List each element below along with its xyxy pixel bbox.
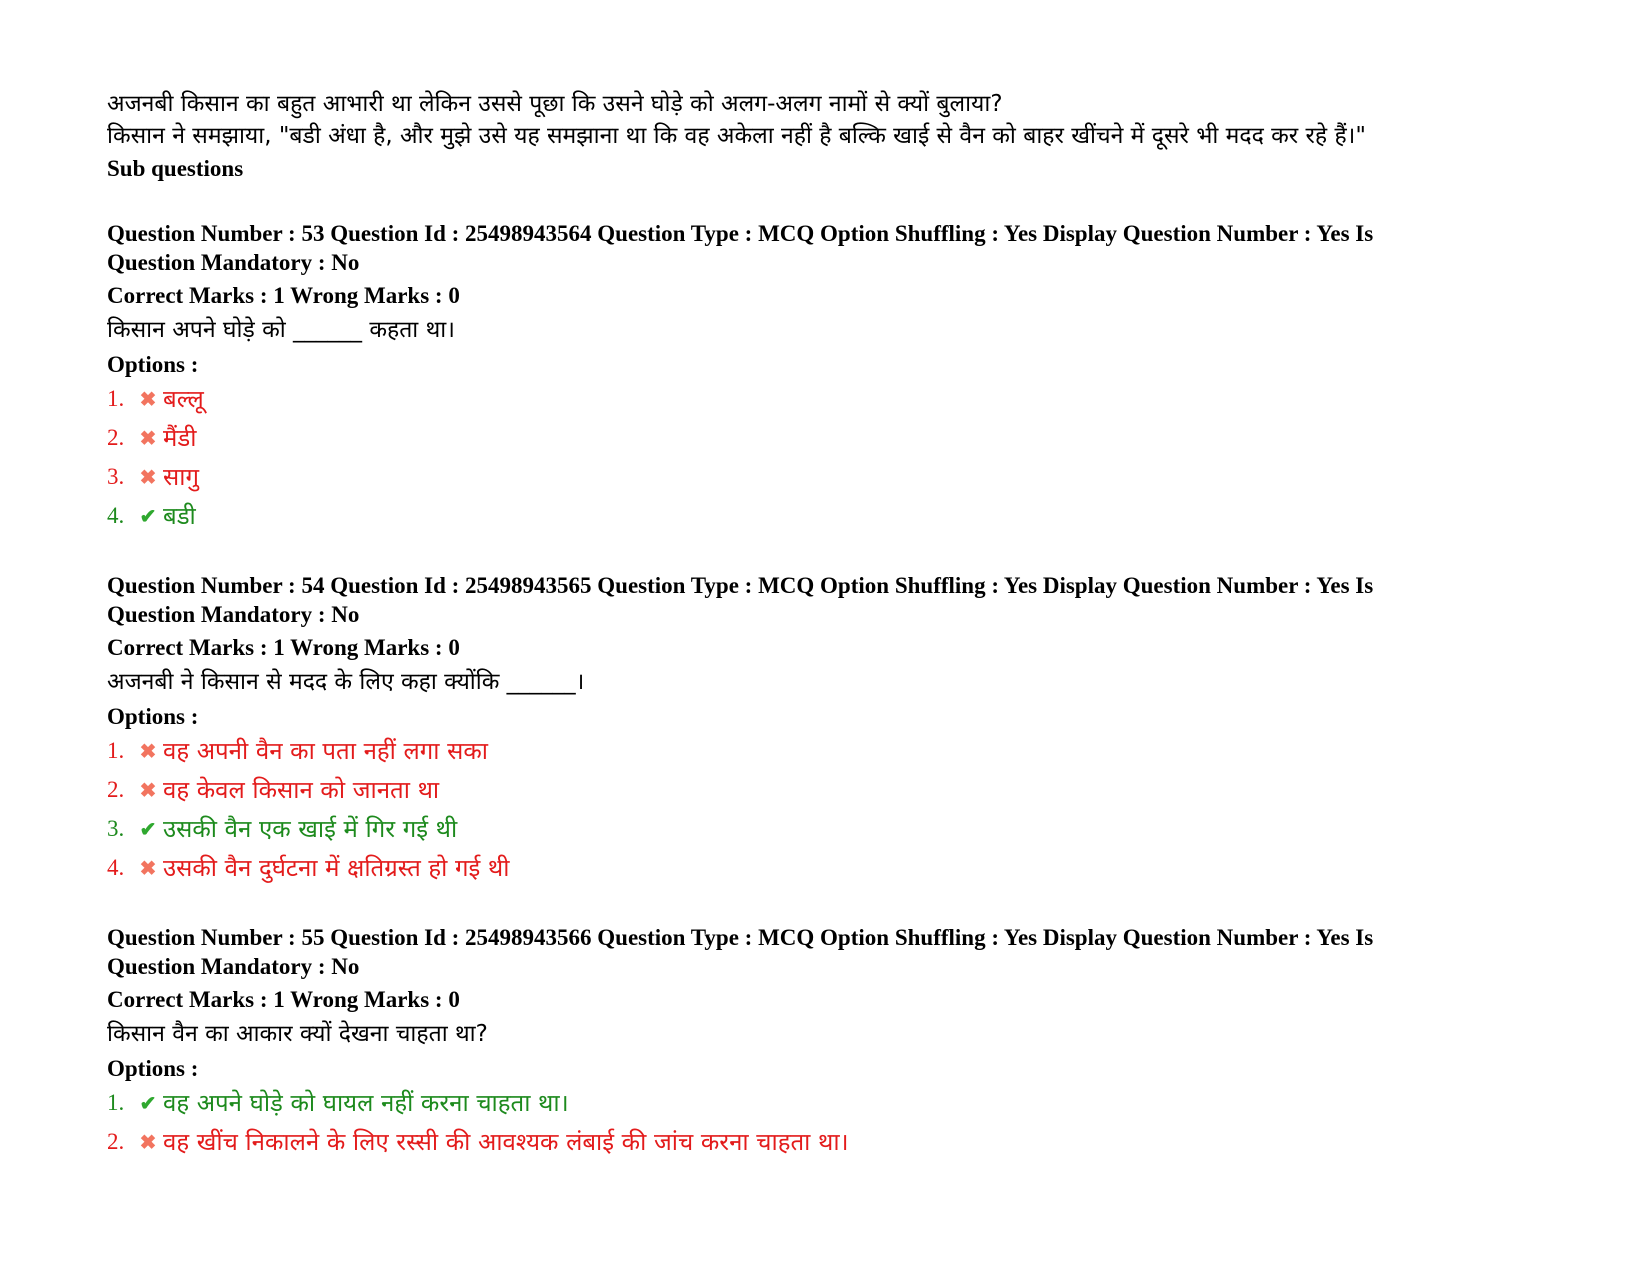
option-item	[107, 848, 1547, 887]
question-meta-line-2: Question Mandatory : No	[107, 250, 360, 275]
cross-icon: ✖	[139, 738, 157, 763]
option-number: 4.	[107, 854, 125, 880]
option-number: 1.	[107, 1089, 125, 1115]
option-item-correct	[107, 1083, 1547, 1122]
passage-line-2: किसान ने समझाया, "बडी अंधा है, और मुझे उसे यह समझाना था कि वह अकेला नहीं है बल्कि खाई से वैन को बाहर खींचने में दूसरे भी मदद कर रहे हैं।"	[107, 123, 1366, 149]
option-text: मैंडी	[163, 424, 197, 452]
question-text: अजनबी ने किसान से मदद के लिए कहा क्योंकि ______।	[107, 669, 585, 695]
option-item	[107, 731, 1547, 770]
question-block	[107, 923, 1547, 1161]
check-icon: ✔	[139, 1090, 157, 1115]
option-item-correct	[107, 496, 1547, 535]
check-icon: ✔	[139, 816, 157, 841]
option-text: सागु	[163, 463, 199, 491]
options-label: Options :	[107, 352, 199, 377]
option-number: 3.	[107, 463, 125, 489]
option-text: वह खींच निकालने के लिए रस्सी की आवश्यक लंबाई की जांच करना चाहता था।	[163, 1128, 849, 1156]
cross-icon: ✖	[139, 386, 157, 411]
option-number: 1.	[107, 385, 125, 411]
question-meta-line-1: Question Number : 55 Question Id : 25498943566 Question Type : MCQ Option Shuffling : Yes Display Question Number : Yes Is	[107, 925, 1374, 950]
option-number: 1.	[107, 737, 125, 763]
sub-questions-label: Sub questions	[107, 156, 244, 181]
document-page	[107, 88, 1547, 1161]
question-meta-line-1: Question Number : 53 Question Id : 25498943564 Question Type : MCQ Option Shuffling : Yes Display Question Number : Yes Is	[107, 221, 1374, 246]
option-item	[107, 457, 1547, 496]
option-text: बल्लू	[163, 385, 204, 413]
option-item	[107, 1122, 1547, 1161]
options-label: Options :	[107, 1056, 199, 1081]
option-text: उसकी वैन एक खाई में गिर गई थी	[163, 815, 458, 843]
options-label: Options :	[107, 704, 199, 729]
passage-line-1: अजनबी किसान का बहुत आभारी था लेकिन उससे पूछा कि उसने घोड़े को अलग-अलग नामों से क्यों बुलाया?	[107, 91, 1003, 117]
option-text: बडी	[163, 502, 196, 530]
option-item	[107, 770, 1547, 809]
cross-icon: ✖	[139, 777, 157, 802]
option-item	[107, 379, 1547, 418]
cross-icon: ✖	[139, 855, 157, 880]
question-block	[107, 219, 1547, 535]
question-meta-line-2: Question Mandatory : No	[107, 954, 360, 979]
cross-icon: ✖	[139, 464, 157, 489]
question-meta-line-1: Question Number : 54 Question Id : 25498943565 Question Type : MCQ Option Shuffling : Yes Display Question Number : Yes Is	[107, 573, 1374, 598]
question-block	[107, 571, 1547, 887]
check-icon: ✔	[139, 503, 157, 528]
option-item	[107, 418, 1547, 457]
question-text: किसान वैन का आकार क्यों देखना चाहता था?	[107, 1021, 488, 1047]
option-number: 4.	[107, 502, 125, 528]
option-number: 2.	[107, 776, 125, 802]
option-number: 2.	[107, 424, 125, 450]
question-text: किसान अपने घोड़े को ______ कहता था।	[107, 317, 455, 343]
question-marks: Correct Marks : 1 Wrong Marks : 0	[107, 283, 460, 308]
question-marks: Correct Marks : 1 Wrong Marks : 0	[107, 987, 460, 1012]
cross-icon: ✖	[139, 425, 157, 450]
option-text: उसकी वैन दुर्घटना में क्षतिग्रस्त हो गई थी	[163, 854, 510, 882]
option-number: 3.	[107, 815, 125, 841]
option-item-correct	[107, 809, 1547, 848]
option-text: वह अपनी वैन का पता नहीं लगा सका	[163, 737, 488, 765]
question-meta-line-2: Question Mandatory : No	[107, 602, 360, 627]
option-number: 2.	[107, 1128, 125, 1154]
cross-icon: ✖	[139, 1129, 157, 1154]
option-text: वह केवल किसान को जानता था	[163, 776, 440, 804]
option-text: वह अपने घोड़े को घायल नहीं करना चाहता था।	[163, 1089, 569, 1117]
question-marks: Correct Marks : 1 Wrong Marks : 0	[107, 635, 460, 660]
